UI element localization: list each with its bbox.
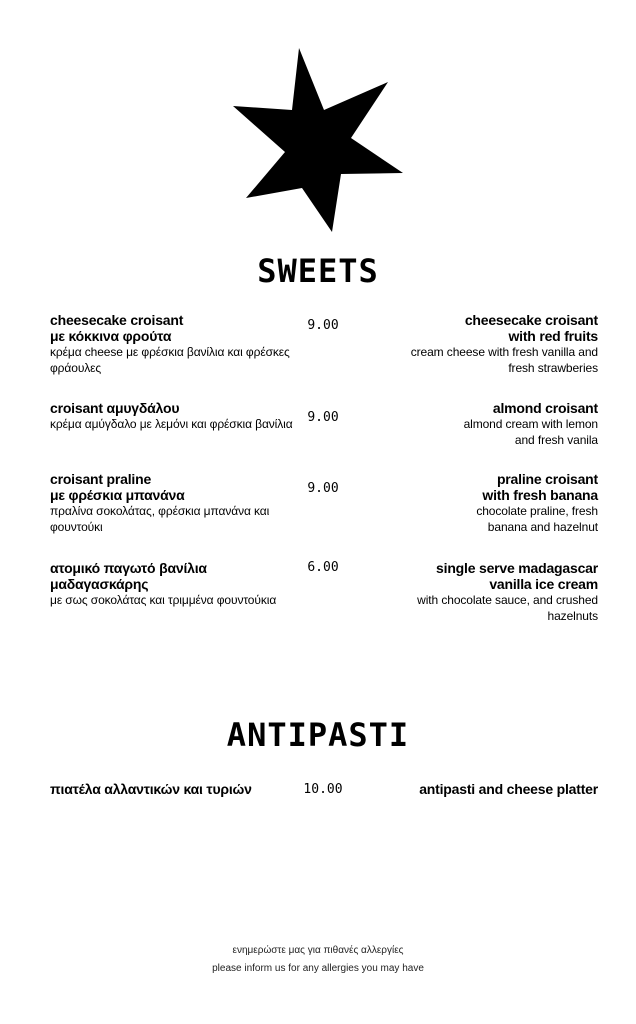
item-desc-en: with chocolate sauce, and crushed hazelnuts bbox=[417, 593, 598, 623]
item-price: 9.00 bbox=[307, 410, 339, 425]
item-name-gr: croisant praline με φρέσκια μπανάνα bbox=[50, 471, 185, 503]
section-title-antipasti: ANTIPASTI bbox=[226, 716, 410, 754]
item-name-gr: ατομικό παγωτό βανίλια μαδαγασκάρης bbox=[50, 560, 207, 592]
item-desc-en: almond cream with lemon and fresh vanila bbox=[463, 417, 598, 447]
item-name-en: cheesecake croisant with red fruits bbox=[464, 312, 598, 344]
item-price: 10.00 bbox=[303, 782, 343, 797]
item-name-en: single serve madagascar vanilla ice cream bbox=[436, 560, 598, 592]
item-desc-gr: πραλίνα σοκολάτας, φρέσκια μπανάνα και φουντούκι bbox=[50, 504, 270, 534]
item-name-en: almond croisant bbox=[492, 400, 598, 416]
item-name-gr: cheesecake croisant με κόκκινα φρούτα bbox=[50, 312, 184, 344]
item-price: 6.00 bbox=[307, 560, 339, 575]
allergy-notice-en: please inform us for any allergies you may have bbox=[212, 963, 424, 974]
item-name-en: praline croisant with fresh banana bbox=[482, 471, 598, 503]
section-title-sweets: SWEETS bbox=[257, 252, 379, 290]
item-desc-gr: με σως σοκολάτας και τριμμένα φουντούκια bbox=[50, 593, 277, 607]
item-name-gr: πιατέλα αλλαντικών και τυριών bbox=[50, 781, 252, 797]
allergy-notice-gr: ενημερώστε μας για πιθανές αλλεργίες bbox=[232, 945, 404, 956]
allergy-notice bbox=[0, 942, 636, 978]
item-desc-gr: κρέμα αμύγδαλο με λεμόνι και φρέσκια βανίλια bbox=[50, 417, 293, 431]
item-name-gr: croisant αμυγδάλου bbox=[50, 400, 180, 416]
star-logo-icon bbox=[230, 48, 406, 232]
item-desc-en: chocolate praline, fresh banana and hazelnut bbox=[476, 504, 598, 534]
item-desc-gr: κρέμα cheese με φρέσκια βανίλια και φρέσκες φράουλες bbox=[50, 345, 290, 375]
item-name-en: antipasti and cheese platter bbox=[419, 781, 598, 797]
item-desc-en: cream cheese with fresh vanilla and fresh strawberies bbox=[410, 345, 598, 375]
item-price: 9.00 bbox=[307, 318, 339, 333]
item-price: 9.00 bbox=[307, 481, 339, 496]
